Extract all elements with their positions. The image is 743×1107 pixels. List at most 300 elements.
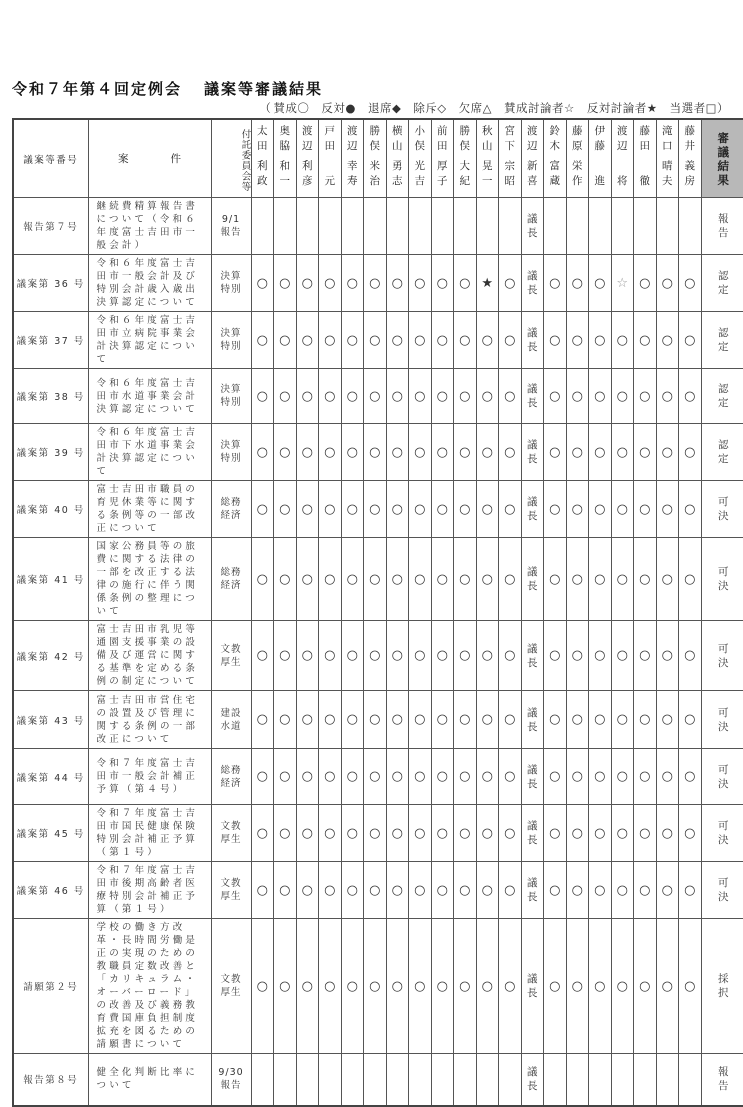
member-given-char: 厚 (437, 160, 448, 172)
vote-approve-mark: ○ (634, 862, 657, 919)
vote-empty-cell (544, 1054, 567, 1106)
vote-approve-mark: ○ (544, 481, 567, 538)
vote-approve-mark: ○ (679, 369, 702, 424)
result-cell (701, 621, 743, 691)
chair-label: 長 (527, 397, 538, 409)
committee-text: 経済 (220, 580, 242, 591)
member-surname-char: 山 (482, 140, 493, 152)
vote-approve-mark: ○ (476, 691, 499, 749)
vote-approve-mark: ○ (544, 749, 567, 805)
chair-label: 議 (527, 1066, 538, 1079)
vote-approve-mark: ○ (386, 538, 409, 621)
vote-approve-mark: ○ (431, 691, 454, 749)
member-surname-char: 田 (324, 140, 335, 152)
item-description: 富士吉田市営住宅の設置及び管理に関する条例の一部改正について (88, 691, 211, 749)
committee (211, 369, 251, 424)
vote-approve-mark: ○ (634, 691, 657, 749)
chair-cell (521, 805, 544, 862)
vote-approve-mark: ○ (589, 749, 612, 805)
vote-approve-mark: ○ (656, 862, 679, 919)
vote-approve-mark: ○ (454, 424, 477, 481)
member-surname-char: 小 (414, 125, 425, 137)
committee-text: 報告 (220, 227, 242, 238)
member-given-char: 米 (369, 160, 380, 172)
vote-empty-cell (431, 198, 454, 255)
vote-empty-cell (611, 1054, 634, 1106)
vote-empty-cell (409, 1054, 432, 1106)
vote-empty-cell (364, 1054, 387, 1106)
member-surname-char: 俣 (459, 140, 470, 152)
vote-approve-mark: ○ (656, 919, 679, 1054)
vote-approve-mark: ○ (431, 805, 454, 862)
legend-item: 反対● (321, 101, 356, 115)
vote-approve-mark: ○ (364, 919, 387, 1054)
result-cell (701, 312, 743, 369)
vote-approve-mark: ○ (611, 621, 634, 691)
vote-approve-mark: ○ (431, 621, 454, 691)
member-given-char: 治 (369, 175, 380, 187)
result-text: 決 (718, 891, 729, 903)
vote-approve-mark: ○ (409, 255, 432, 312)
result-text: 可 (718, 642, 729, 655)
vote-approve-mark: ○ (364, 621, 387, 691)
vote-approve-mark: ○ (319, 481, 342, 538)
vote-approve-mark: ○ (679, 621, 702, 691)
member-surname-char: 鈴 (549, 125, 560, 137)
vote-approve-mark: ○ (364, 749, 387, 805)
vote-approve-mark: ○ (544, 369, 567, 424)
vote-approve-mark: ○ (454, 255, 477, 312)
vote-approve-mark: ○ (431, 862, 454, 919)
member-given-char (643, 159, 646, 174)
vote-approve-mark: ○ (296, 691, 319, 749)
vote-approve-mark: ○ (409, 538, 432, 621)
vote-approve-mark: ○ (656, 538, 679, 621)
vote-approve-mark: ○ (454, 749, 477, 805)
header-committee: 付託委員会等 (211, 119, 251, 198)
header-result-char: 果 (717, 172, 729, 187)
result-text: 決 (718, 656, 729, 669)
vote-approve-mark: ○ (634, 481, 657, 538)
committee-text: 総務 (220, 497, 242, 508)
vote-approve-mark: ○ (386, 424, 409, 481)
vote-approve-mark: ○ (319, 312, 342, 369)
vote-approve-mark: ○ (296, 805, 319, 862)
member-given-char: 喜 (527, 175, 538, 187)
vote-empty-cell (679, 198, 702, 255)
item-description: 令和６年度富士吉田市水道事業会計決算認定について (88, 369, 211, 424)
member-given-char: 進 (594, 175, 605, 187)
vote-approve-mark: ○ (656, 691, 679, 749)
member-surname-char: 原 (572, 140, 583, 152)
legend-item: 除斥◇ (413, 101, 447, 115)
vote-empty-cell (274, 198, 297, 255)
vote-approve-mark: ○ (679, 481, 702, 538)
vote-empty-cell (364, 198, 387, 255)
vote-approve-mark: ○ (341, 538, 364, 621)
chair-cell (521, 691, 544, 749)
member-surname-char: 藤 (572, 125, 583, 137)
item-description: 学校の働き方改革・長時間労働是正の実現のための教職員定数改善と「カリキュラム・オーバーロード」の改善及び義務教育費国庫負担制度拡充を図るための請願書について (88, 919, 211, 1054)
vote-approve-mark: ○ (454, 481, 477, 538)
committee-text: 経済 (220, 510, 242, 521)
header-member (611, 119, 634, 198)
vote-approve-mark: ○ (566, 805, 589, 862)
committee (211, 862, 251, 919)
vote-empty-cell (476, 1054, 499, 1106)
vote-approve-mark: ○ (274, 481, 297, 538)
member-given-char: 栄 (572, 160, 583, 172)
vote-approve-mark: ○ (386, 481, 409, 538)
item-number: 議案第 41 号 (13, 538, 88, 621)
vote-empty-cell (341, 198, 364, 255)
committee-text: 厚生 (220, 891, 242, 902)
vote-approve-mark: ○ (251, 621, 274, 691)
vote-approve-mark: ○ (409, 805, 432, 862)
member-surname-char: 田 (257, 140, 268, 152)
chair-cell (521, 538, 544, 621)
committee (211, 691, 251, 749)
committee-text: 文教 (220, 878, 242, 889)
member-given-char: 勇 (392, 160, 403, 172)
legend-item: 欠席△ (458, 101, 492, 115)
committee-text: 特別 (220, 397, 242, 408)
item-description: 令和６年度富士吉田市下水道事業会計決算認定について (88, 424, 211, 481)
vote-approve-mark: ○ (544, 538, 567, 621)
vote-approve-mark: ○ (634, 919, 657, 1054)
vote-approve-mark: ○ (296, 749, 319, 805)
vote-approve-mark: ○ (364, 369, 387, 424)
member-given-char: 志 (392, 175, 403, 187)
result-cell (701, 255, 743, 312)
committee-text: 報告 (220, 1080, 242, 1092)
member-surname-char: 宮 (504, 125, 515, 137)
vote-empty-cell (476, 198, 499, 255)
vote-approve-mark: ○ (656, 805, 679, 862)
member-given-char: 利 (257, 160, 268, 172)
vote-empty-cell (656, 1054, 679, 1106)
vote-approve-mark: ○ (566, 481, 589, 538)
vote-approve-mark: ○ (499, 919, 522, 1054)
session-title: 令和７年第４回定例会 (12, 80, 183, 98)
vote-approve-mark: ○ (251, 481, 274, 538)
header-member (364, 119, 387, 198)
member-surname-char: 勝 (369, 125, 380, 137)
vote-approve-mark: ○ (544, 805, 567, 862)
chair-label: 長 (527, 510, 538, 522)
vote-approve-mark: ○ (589, 481, 612, 538)
result-text: 告 (718, 227, 729, 239)
vote-approve-mark: ○ (656, 255, 679, 312)
vote-approve-mark: ○ (634, 538, 657, 621)
chair-cell (521, 198, 544, 255)
chair-label: 長 (527, 656, 538, 669)
member-surname-char: 下 (504, 140, 515, 152)
result-cell (701, 538, 743, 621)
vote-approve-mark: ○ (566, 749, 589, 805)
table-row (13, 481, 743, 538)
member-given-char: 大 (459, 160, 470, 172)
chair-label: 議 (527, 383, 538, 395)
legend-open-paren: （ (259, 101, 272, 115)
vote-approve-mark: ○ (296, 369, 319, 424)
item-number: 議案第 44 号 (13, 749, 88, 805)
vote-approve-mark: ○ (566, 919, 589, 1054)
result-text: 可 (718, 877, 729, 889)
vote-approve-mark: ○ (679, 919, 702, 1054)
vote-approve-mark: ○ (589, 691, 612, 749)
chair-cell (521, 749, 544, 805)
member-surname-char: 山 (392, 140, 403, 152)
member-surname-char: 辺 (347, 140, 358, 152)
vote-approve-mark: ○ (431, 312, 454, 369)
vote-approve-mark: ○ (589, 369, 612, 424)
vote-opposing-speaker-mark: ★ (476, 255, 499, 312)
header-member (296, 119, 319, 198)
legend-item: 反対討論者★ (586, 101, 658, 115)
deliberation-results-table (12, 118, 743, 1107)
vote-approve-mark: ○ (499, 369, 522, 424)
chair-label: 議 (527, 877, 538, 889)
item-description: 国家公務員等の旅費に関する法律の一部を改正する法律の施行に伴う関係条例の整理について (88, 538, 211, 621)
vote-approve-mark: ○ (499, 805, 522, 862)
vote-approve-mark: ○ (611, 424, 634, 481)
member-surname-char: 勝 (459, 125, 470, 137)
item-description: 令和６年度富士吉田市立病院事業会計決算認定について (88, 312, 211, 369)
result-text: 決 (718, 720, 729, 733)
vote-approve-mark: ○ (679, 538, 702, 621)
item-number: 報告第７号 (13, 198, 88, 255)
header-member (386, 119, 409, 198)
vote-approve-mark: ○ (319, 538, 342, 621)
vote-approve-mark: ○ (409, 691, 432, 749)
result-text: 定 (718, 284, 729, 296)
vote-approve-mark: ○ (634, 749, 657, 805)
member-given-char: 昭 (504, 175, 515, 187)
vote-approve-mark: ○ (274, 312, 297, 369)
vote-approve-mark: ○ (274, 691, 297, 749)
vote-approve-mark: ○ (409, 369, 432, 424)
vote-approve-mark: ○ (251, 424, 274, 481)
result-cell (701, 805, 743, 862)
item-number: 議案第 42 号 (13, 621, 88, 691)
vote-approve-mark: ○ (589, 919, 612, 1054)
committee-text: 決算 (220, 440, 242, 451)
vote-approve-mark: ○ (409, 481, 432, 538)
vote-empty-cell (431, 1054, 454, 1106)
table-row (13, 198, 743, 255)
vote-approve-mark: ○ (566, 255, 589, 312)
vote-approve-mark: ○ (296, 481, 319, 538)
member-given-char (621, 159, 624, 174)
header-member (521, 119, 544, 198)
result-text: 告 (718, 1080, 729, 1093)
vote-approve-mark: ○ (364, 312, 387, 369)
committee-text: 厚生 (220, 834, 242, 845)
vote-approve-mark: ○ (341, 481, 364, 538)
vote-approve-mark: ○ (499, 691, 522, 749)
vote-approve-mark: ○ (611, 481, 634, 538)
chair-label: 議 (527, 642, 538, 655)
vote-approve-mark: ○ (251, 919, 274, 1054)
chair-cell (521, 1054, 544, 1106)
result-cell (701, 481, 743, 538)
table-row (13, 691, 743, 749)
result-text: 認 (718, 270, 729, 282)
vote-approve-mark: ○ (566, 424, 589, 481)
item-number: 議案第 38 号 (13, 369, 88, 424)
vote-approve-mark: ○ (476, 621, 499, 691)
vote-supporting-speaker-mark: ☆ (611, 255, 634, 312)
member-given-char (328, 159, 331, 174)
member-given-char: 房 (684, 175, 695, 187)
vote-approve-mark: ○ (656, 312, 679, 369)
legend (259, 100, 729, 116)
vote-empty-cell (386, 1054, 409, 1106)
committee (211, 481, 251, 538)
vote-approve-mark: ○ (476, 424, 499, 481)
member-surname-char: 脇 (279, 140, 290, 152)
committee-text: 9/30 (218, 1067, 244, 1079)
vote-approve-mark: ○ (566, 862, 589, 919)
vote-approve-mark: ○ (499, 481, 522, 538)
chair-cell (521, 312, 544, 369)
member-surname-char: 渡 (302, 125, 313, 137)
result-text: 定 (718, 341, 729, 353)
result-cell (701, 919, 743, 1054)
table-row (13, 538, 743, 621)
committee (211, 1054, 251, 1106)
vote-approve-mark: ○ (679, 424, 702, 481)
vote-approve-mark: ○ (476, 749, 499, 805)
vote-empty-cell (679, 1054, 702, 1106)
member-given-char: 富 (549, 160, 560, 172)
vote-empty-cell (319, 1054, 342, 1106)
chair-label: 議 (527, 327, 538, 339)
chair-label: 議 (527, 270, 538, 282)
vote-approve-mark: ○ (634, 621, 657, 691)
vote-approve-mark: ○ (566, 538, 589, 621)
chair-label: 長 (527, 777, 538, 790)
vote-approve-mark: ○ (656, 369, 679, 424)
committee (211, 621, 251, 691)
vote-approve-mark: ○ (476, 312, 499, 369)
item-description: 令和６年度富士吉田市一般会計及び特別会計歳入歳出決算認定について (88, 255, 211, 312)
vote-approve-mark: ○ (341, 255, 364, 312)
vote-approve-mark: ○ (274, 538, 297, 621)
chair-label: 長 (527, 227, 538, 239)
vote-empty-cell (589, 198, 612, 255)
result-cell (701, 691, 743, 749)
table-row (13, 255, 743, 312)
document-subject: 議案等審議結果 (204, 80, 324, 98)
result-text: 認 (718, 327, 729, 339)
vote-empty-cell (611, 198, 634, 255)
committee (211, 538, 251, 621)
header-result-char: 議 (717, 144, 729, 159)
vote-approve-mark: ○ (431, 919, 454, 1054)
vote-approve-mark: ○ (251, 369, 274, 424)
committee-text: 水道 (220, 720, 242, 732)
member-given-char: 義 (684, 160, 695, 172)
vote-approve-mark: ○ (499, 424, 522, 481)
vote-approve-mark: ○ (431, 255, 454, 312)
chair-label: 議 (527, 763, 538, 776)
item-number: 議案第 39 号 (13, 424, 88, 481)
vote-approve-mark: ○ (296, 255, 319, 312)
vote-approve-mark: ○ (386, 805, 409, 862)
result-text: 報 (718, 213, 729, 225)
table-row (13, 621, 743, 691)
member-given-char: 夫 (662, 175, 673, 187)
header-member (656, 119, 679, 198)
vote-empty-cell (634, 198, 657, 255)
committee (211, 805, 251, 862)
vote-approve-mark: ○ (364, 538, 387, 621)
chair-label: 長 (527, 453, 538, 465)
vote-approve-mark: ○ (476, 805, 499, 862)
member-surname-char: 藤 (639, 125, 650, 137)
chair-cell (521, 424, 544, 481)
member-given-char (598, 159, 601, 174)
committee-text: 文教 (220, 821, 242, 832)
vote-approve-mark: ○ (656, 481, 679, 538)
header-member (251, 119, 274, 198)
table-row (13, 312, 743, 369)
result-text: 定 (718, 453, 729, 465)
vote-approve-mark: ○ (499, 749, 522, 805)
vote-approve-mark: ○ (634, 255, 657, 312)
vote-approve-mark: ○ (364, 481, 387, 538)
header-member (499, 119, 522, 198)
member-given-char: 吉 (414, 175, 425, 187)
vote-approve-mark: ○ (251, 749, 274, 805)
result-text: 決 (718, 510, 729, 522)
vote-approve-mark: ○ (319, 862, 342, 919)
chair-cell (521, 621, 544, 691)
vote-approve-mark: ○ (566, 312, 589, 369)
member-surname-char: 渡 (527, 125, 538, 137)
item-description: 令和７年度富士吉田市一般会計補正予算（第４号） (88, 749, 211, 805)
result-text: 可 (718, 820, 729, 832)
committee (211, 198, 251, 255)
member-given-char: 幸 (347, 160, 358, 172)
vote-approve-mark: ○ (409, 862, 432, 919)
vote-approve-mark: ○ (341, 919, 364, 1054)
chair-cell (521, 369, 544, 424)
vote-approve-mark: ○ (454, 621, 477, 691)
chair-label: 長 (527, 720, 538, 733)
vote-approve-mark: ○ (341, 369, 364, 424)
committee (211, 424, 251, 481)
header-row (13, 119, 743, 198)
vote-approve-mark: ○ (274, 424, 297, 481)
vote-approve-mark: ○ (341, 312, 364, 369)
vote-approve-mark: ○ (589, 621, 612, 691)
chair-label: 議 (527, 496, 538, 508)
member-given-char: 蔵 (549, 175, 560, 187)
header-member (454, 119, 477, 198)
committee-text: 厚生 (220, 987, 242, 998)
member-surname-char: 藤 (684, 125, 695, 137)
vote-approve-mark: ○ (589, 424, 612, 481)
vote-approve-mark: ○ (251, 255, 274, 312)
vote-approve-mark: ○ (611, 369, 634, 424)
table-row (13, 1054, 743, 1106)
header-result (701, 119, 743, 198)
vote-empty-cell (296, 198, 319, 255)
vote-approve-mark: ○ (386, 862, 409, 919)
